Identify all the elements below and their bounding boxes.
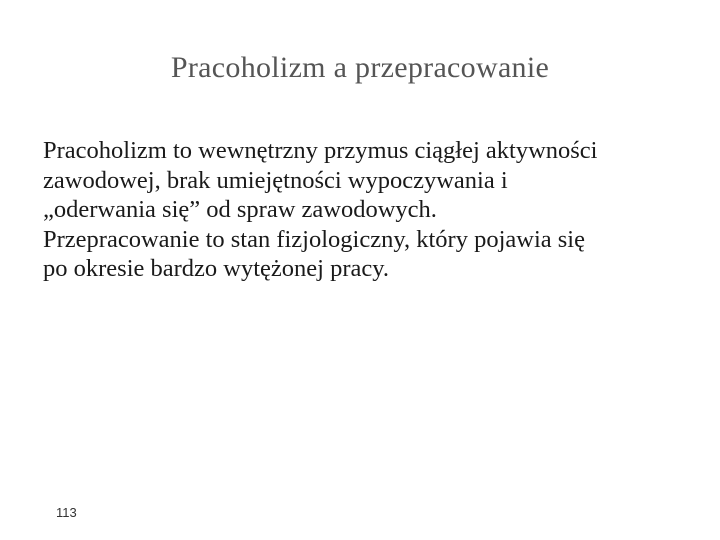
body-line: „oderwania się” od spraw zawodowych.	[43, 196, 437, 223]
slide-title: Pracoholizm a przepracowanie	[170, 51, 550, 84]
body-line: po okresie bardzo wytężonej pracy.	[43, 255, 390, 282]
page-number: 113	[56, 505, 77, 520]
body-line: zawodowej, brak umiejętności wypoczywania i	[43, 166, 508, 194]
slide-body	[43, 136, 703, 284]
body-line: Przepracowanie to stan fizjologiczny, który pojawia się	[43, 225, 585, 253]
body-line: Pracoholizm to wewnętrzny przymus ciągłej aktywności	[43, 137, 598, 164]
